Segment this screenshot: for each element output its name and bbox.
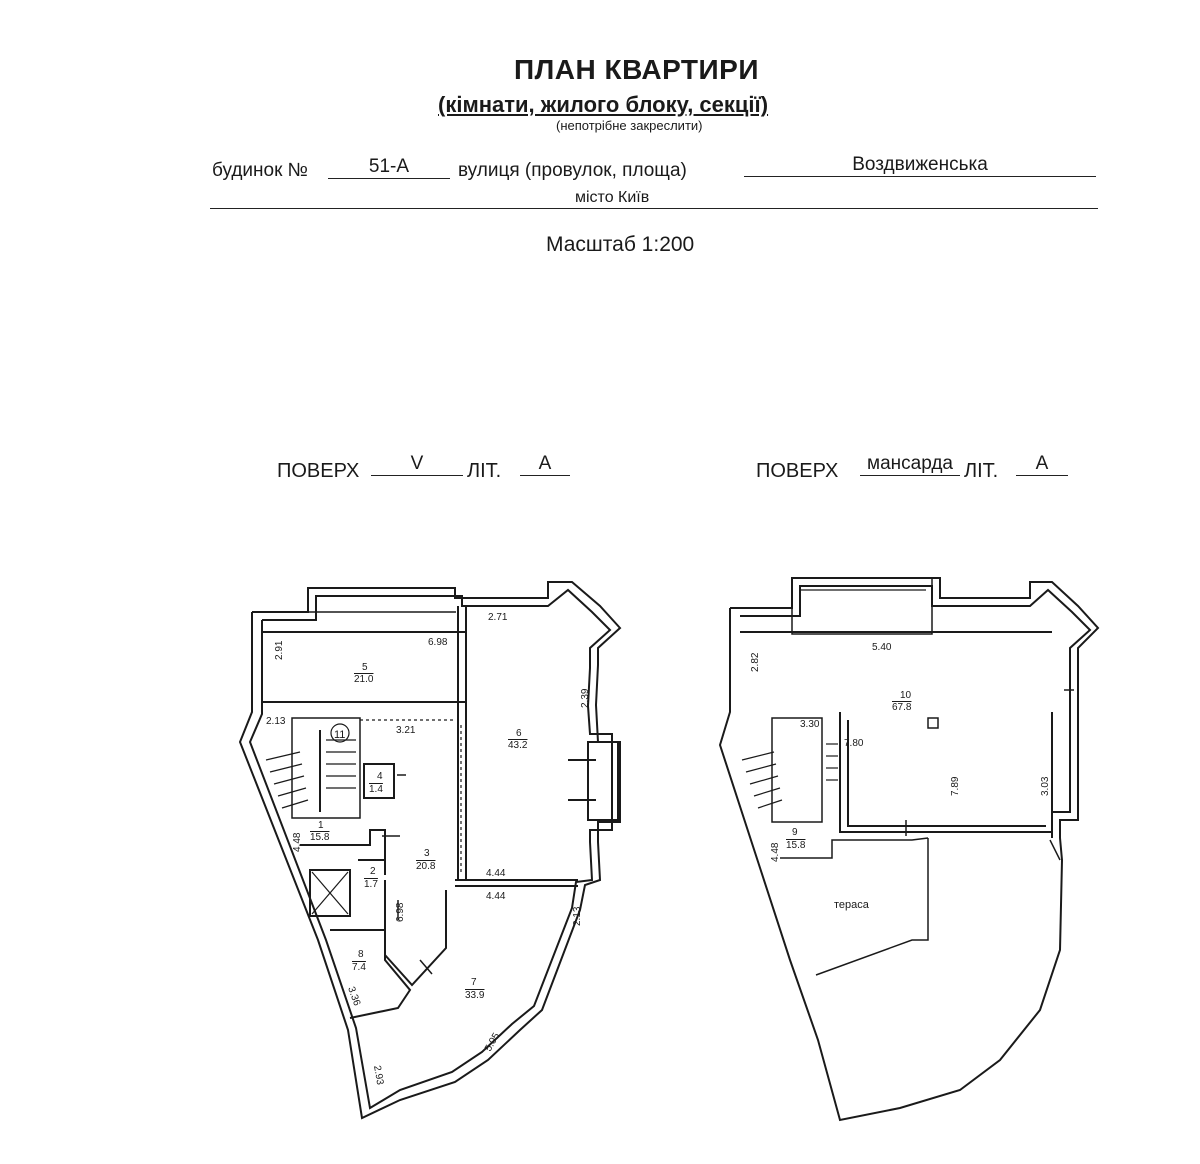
dim-3-30: 3.30 [800, 719, 820, 730]
house-label: будинок № [212, 160, 309, 181]
floor-left-lit-value: А [520, 453, 570, 476]
page-subtitle: (кімнати, жилого блоку, секції) [438, 92, 769, 117]
floor-right-lit-label: ЛІТ. [964, 460, 999, 482]
room-1-num: 1 [318, 820, 324, 831]
street-name: Воздвиженська [744, 154, 1096, 177]
dim-4-44-lower: 4.44 [486, 891, 506, 902]
dim-4-48-right: 4.48 [770, 842, 781, 862]
dim-6-98-mid: 6.98 [395, 902, 406, 922]
room-5-area: 21.0 [354, 674, 374, 685]
dim-2-39: 2.39 [580, 688, 591, 708]
dim-4-44-upper: 4.44 [486, 868, 506, 879]
dim-5-40: 5.40 [872, 642, 892, 653]
dim-4-48: 4.48 [292, 832, 303, 852]
room-3-num: 3 [424, 848, 430, 859]
room-2-area: 1.7 [364, 879, 378, 890]
dim-3-21: 3.21 [396, 725, 416, 736]
dim-5-05: 5.05 [483, 1031, 503, 1054]
dim-7-89: 7.89 [950, 776, 961, 796]
dim-2-91: 2.91 [274, 640, 285, 660]
room-5-num: 5 [362, 662, 368, 673]
room-8-area: 7.4 [352, 962, 366, 973]
dim-2-13-right: 2.13 [572, 906, 583, 926]
city-name: місто Київ [575, 189, 650, 206]
dim-2-93: 2.93 [371, 1064, 386, 1086]
house-number: 51-А [328, 156, 450, 179]
page-title: ПЛАН КВАРТИРИ [514, 54, 759, 85]
room-6-area: 43.2 [508, 740, 528, 751]
terrace-label: тераса [834, 899, 869, 911]
room-8-num: 8 [358, 949, 364, 960]
room-9-num: 9 [792, 827, 798, 838]
stair-marker: 11 [334, 729, 346, 741]
room-6-num: 6 [516, 728, 522, 739]
floor-right-value: мансарда [860, 453, 960, 476]
room-4-num: 4 [377, 771, 383, 782]
right-plan-labels [750, 642, 1051, 911]
strike-note: (непотрібне закреслити) [556, 118, 703, 133]
floor-left-value: V [371, 453, 463, 476]
floor-right-lit-value: А [1016, 453, 1068, 476]
street-label: вулиця (провулок, площа) [458, 160, 687, 181]
room-1-area: 15.8 [310, 832, 330, 843]
room-7-area: 33.9 [465, 990, 485, 1001]
dim-2-71: 2.71 [488, 612, 508, 623]
room-3-area: 20.8 [416, 861, 436, 872]
scale-label: Масштаб 1:200 [546, 233, 695, 256]
room-10-area: 67.8 [892, 702, 912, 713]
floor-left-label: ПОВЕРХ [277, 460, 360, 482]
dim-7-80: 7.80 [844, 738, 864, 749]
dim-2-13-left: 2.13 [266, 716, 286, 727]
room-7-num: 7 [471, 977, 477, 988]
room-4-area: 1.4 [369, 784, 383, 795]
dim-3-03: 3.03 [1040, 776, 1051, 796]
room-2-num: 2 [370, 866, 376, 877]
floor-left-lit-label: ЛІТ. [467, 460, 502, 482]
room-9-area: 15.8 [786, 840, 806, 851]
room-10-num: 10 [900, 690, 912, 701]
floor-right-label: ПОВЕРХ [756, 460, 839, 482]
dim-2-82: 2.82 [750, 652, 761, 672]
dim-6-98-top: 6.98 [428, 637, 448, 648]
left-plan-labels [266, 612, 591, 1086]
dim-3-36: 3.36 [345, 985, 363, 1008]
